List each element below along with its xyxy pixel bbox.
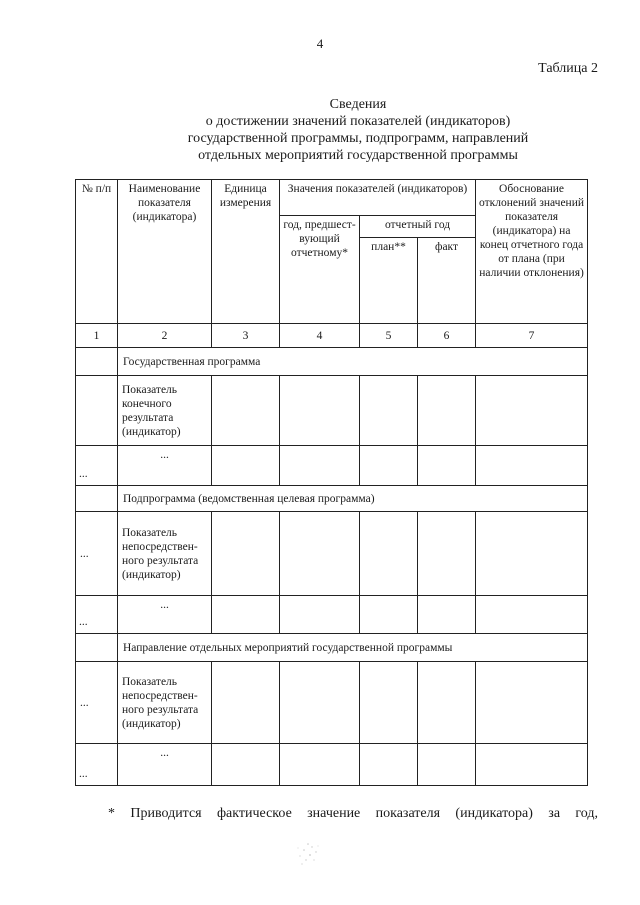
cell-ellipsis: ... [118, 744, 212, 786]
header-unit: Единица измерения [212, 180, 280, 324]
heading-line-3: государственной программы, подпрограмм, направлений [187, 131, 529, 146]
row-ellipsis: ... [76, 446, 118, 486]
heading-line-2: о достижении значений показателей (индикаторов) [205, 114, 511, 129]
indicator-final-result: Показатель конечного результата (индикатор) [118, 376, 212, 446]
table-row [76, 512, 588, 596]
column-number: 4 [280, 324, 360, 348]
row-ellipsis: ... [76, 662, 118, 744]
indicator-direct-result: Показатель непосредствен-ного результата (индикатор) [118, 512, 212, 596]
indicators-table [75, 179, 588, 786]
column-number: 6 [418, 324, 476, 348]
row-ellipsis: ... [76, 744, 118, 786]
header-values: Значения показателей (индикаторов) [280, 180, 476, 216]
header-fact: факт [418, 238, 476, 324]
header-previous-year: год, предшест-вующий отчетному* [280, 216, 360, 324]
heading-line-4: отдельных мероприятий государственной программы [198, 148, 518, 163]
cell-ellipsis: ... [118, 596, 212, 634]
section-state-program: Государственная программа [118, 348, 588, 376]
table-row [76, 376, 588, 446]
footnote: * Приводится фактическое значение показателя (индикатора) за год, [108, 806, 598, 821]
header-reporting-year: отчетный год [360, 216, 476, 238]
header-number: № п/п [76, 180, 118, 324]
column-number: 3 [212, 324, 280, 348]
row-ellipsis: ... [76, 596, 118, 634]
row-ellipsis: ... [76, 512, 118, 596]
table-label: Таблица 2 [538, 61, 598, 76]
page-number: 4 [316, 36, 324, 51]
table-row [76, 596, 588, 634]
table-row [76, 744, 588, 786]
heading-line-1: Сведения [329, 97, 387, 112]
header-indicator-name: Наименование показателя (индикатора) [118, 180, 212, 324]
column-numbers-row [76, 324, 588, 348]
section-subprogram: Подпрограмма (ведомственная целевая программа) [118, 486, 588, 512]
header-plan: план** [360, 238, 418, 324]
column-number: 2 [118, 324, 212, 348]
column-number: 1 [76, 324, 118, 348]
table-row [76, 662, 588, 744]
document-heading [0, 96, 640, 164]
table-row [76, 446, 588, 486]
column-number: 7 [476, 324, 588, 348]
faint-stamp-mark [290, 838, 330, 868]
column-number: 5 [360, 324, 418, 348]
cell-ellipsis: ... [118, 446, 212, 486]
header-justification: Обоснование отклонений значений показателя (индикатора) на конец отчетного года от плана (при наличии отклонения) [476, 180, 588, 324]
section-direction: Направление отдельных мероприятий государственной программы [118, 634, 588, 662]
indicator-direct-result: Показатель непосредствен-ного результата (индикатор) [118, 662, 212, 744]
